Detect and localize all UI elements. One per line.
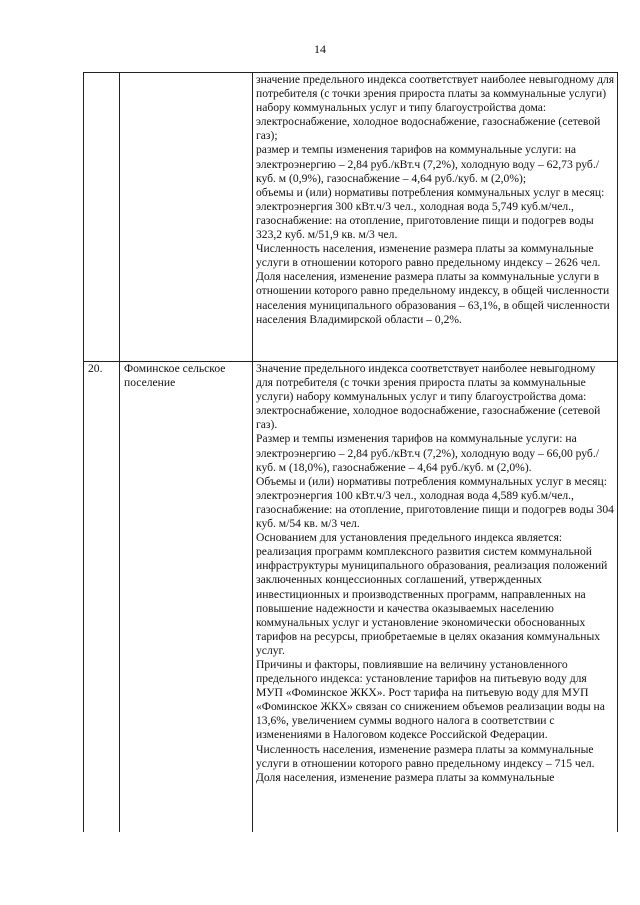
paragraph: объемы и (или) нормативы потребления коммунальных услуг в месяц: электроэнергия 300 кВт.ч/3 чел., холодная вода 5,749 куб.м/чел., газоснабжение: на отопление, приготовление пищи и подогрев воды 323,2 куб. м/51,9 кв. м/3 чел.	[256, 185, 605, 242]
row-number-cell: 20.	[84, 362, 120, 833]
paragraph: Численность населения, изменение размера платы за коммунальные услуги в отношении которого равно предельному индексу – 2626 чел.	[256, 242, 601, 270]
paragraph: Объемы и (или) нормативы потребления коммунальных услуг в месяц: электроэнергия 100 кВт.ч/3 чел., холодная вода 4,589 куб.м/чел., газоснабжение: на отопление, приготовление пищи и подогрев воды 304 куб. м/54 кв. м/3 чел.	[256, 474, 614, 531]
row-number-cell	[84, 73, 120, 362]
municipality-name-cell	[120, 73, 253, 362]
paragraph: Основанием для установления предельного индекса является: реализация программ комплексного развития систем коммунальной инфраструктуры муниципального образования, реализация положений заключенных концессионных соглашений, утвержденных инвестиционных и производственных программ, направленных на повышение надежности и качества оказываемых населению коммунальных услуг и установление экономически обоснованных тарифов на ресурсы, приобретаемые в целях оказания коммунальных услуг.	[256, 531, 608, 657]
paragraph: Доля населения, изменение размера платы за коммунальные услуги в отношении которого равно предельному индексу, в общей численности населения муниципального образования – 63,1%, в общей численности населения Владимирской области – 0,2%.	[256, 270, 610, 326]
paragraph: значение предельного индекса соответствует наиболее невыгодному для потребителя (с точки зрения прироста платы за коммунальные услуги) набору коммунальных услуг и типу благоустройства дома: электроснабжение, холодное водоснабжение, газоснабжение (сетевой газ);	[256, 73, 615, 143]
index-table	[83, 72, 618, 832]
paragraph: Численность населения, изменение размера платы за коммунальные услуги в отношении которого равно предельному индексу – 715 чел.	[256, 742, 595, 770]
description-cell	[253, 73, 618, 362]
table-row	[84, 362, 618, 833]
paragraph: Доля населения, изменение размера платы за коммунальные	[256, 770, 555, 784]
description-cell	[253, 362, 618, 833]
paragraph: Причины и факторы, повлиявшие на величину установленного предельного индекса: установление тарифов на питьевую воду для МУП «Фоминское ЖКХ». Рост тарифа на питьевую воду для МУП «Фоминское ЖКХ» связан со снижением объемов реализации воды на 13,6%, увеличением суммы водного налога в соответствии с изменениями в Налоговом кодексе Российской Федерации.	[256, 657, 605, 742]
table-row	[84, 73, 618, 362]
page-number: 14	[314, 42, 326, 56]
paragraph: Размер и темпы изменения тарифов на коммунальные услуги: на электроэнергию – 2,84 руб./кВт.ч (7,2%), холодную воду – 66,00 руб./куб. м (18,0%), газоснабжение – 4,64 руб./куб. м (2,0%).	[256, 432, 599, 474]
municipality-name-cell: Фоминское сельское поселение	[120, 362, 253, 833]
paragraph: Значение предельного индекса соответствует наиболее невыгодному для потребителя (с точки зрения прироста платы за коммунальные услуги) набору коммунальных услуг и типу благоустройства дома: электроснабжение, холодное водоснабжение, газоснабжение (сетевой газ).	[256, 362, 601, 432]
paragraph: размер и темпы изменения тарифов на коммунальные услуги: на электроэнергию – 2,84 руб./кВт.ч (7,2%), холодную воду – 62,73 руб./куб. м (0,9%), газоснабжение – 4,64 руб./куб. м (2,0%);	[256, 143, 599, 185]
